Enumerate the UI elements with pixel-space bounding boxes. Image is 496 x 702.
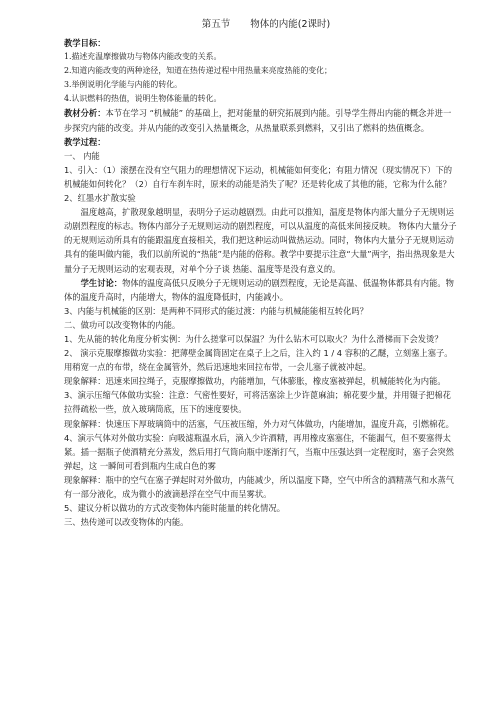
analysis-text: 本节在学习 “机械能” 的基础上，把对能量的研究拓展到内能。引导学生得出内能的概念并进一步探究内能的改变。并从内能的改变引入热量概念，从热量联系到燃料，又引出了燃料的热值概念。: [64, 108, 452, 133]
goal-item: 1.描述充温摩擦做功与物体内能改变的关系。: [64, 52, 222, 62]
paragraph: 4、演示气体对外做功实验：向吸滤瓶温水后，滴入少许酒精，再用橡皮塞塞住，不能漏气，但不要塞得太紧。插一据瓶子使酒精充分蒸发，然后用打气筒向瓶中逐渐打气，当瓶中压强达到一定程度时，塞子会突然弹起，这 一瞬间可看到瓶内生成白色的雾: [64, 432, 454, 471]
paragraph: 现象解释：瓶中的空气在塞子弹起时对外做功，内能减少，所以温度下降，空气中所含的酒精蒸气和水蒸气有一部分液化，成为微小的液滴悬浮在空气中而呈雾状。: [64, 474, 454, 499]
section-heading: 一、 内能: [64, 150, 100, 161]
goals-heading: 教学目标：: [64, 38, 106, 48]
analysis-paragraph: [64, 106, 458, 134]
paragraph: 1、先从能的转化角度分析实例：为什么搓掌可以保温？为什么钻木可以取火？为什么滑梯而下会发烫？: [64, 333, 443, 344]
discussion-paragraph: [64, 276, 458, 304]
goal-item: 2.知道内能改变的两种途径，知道在热传递过程中用热量来亮度热能的变化；: [64, 66, 332, 76]
paragraph: 5、建议分析以做功的方式改变物体内能时能量的转化情况。: [64, 503, 285, 514]
process-heading: 教学过程：: [64, 136, 106, 147]
paragraph: 1、引入：（1）滚摆在没有空气阻力的理想情况下运动，机械能如何变化；有阻力情况（现实情况下）下的机械能如何转化？（2）自行车刹车时，原来的动能是消失了呢？还是转化成了其他的能，它称为什么能？: [64, 164, 453, 189]
discussion-label: 学生讨论：: [80, 277, 123, 288]
paragraph: 3、演示压缩气体做功实验：注意：气密性要好，可将活塞涂上少许蓖麻油；棉花要少量，并用镊子把棉花拉得疏松一些，放入玻璃筒底，压下的速度要快。: [64, 390, 451, 415]
paragraph: 温度越高，扩散现象越明显，表明分子运动越剧烈。由此可以推知，温度是物体内部大量分子无规则运动剧烈程度的标志。物体内部分子无规则运动的剧烈程度，可以从温度的高低来间接反映。 物体内大量分子的无规则运动所具有的能跟温度直接相关，我们把这种运动叫做热运动。同时，物体内大量分子无规则运动具有的能叫做内能，我们以前所说的“热能”是内能的俗称。教学中要提示注意“大量”两字，指出热现象是大量分子无规则运动的宏观表现，对单个分子谈 热能、温度等是没有意义的。: [64, 207, 457, 274]
section-heading: 二、做功可以改变物体的内能。: [64, 319, 181, 330]
paragraph: 现象解释：迅速来回拉绳子，克服摩擦做功，内能增加，气体膨胀，橡皮塞被弹起，机械能转化为内能。: [64, 376, 446, 387]
title-main: 物体的内能(2课时): [250, 19, 331, 30]
analysis-label: 教材分析：: [64, 108, 106, 119]
goal-item: 3.举例说明化学能与内能的转化。: [64, 80, 182, 90]
paragraph: 2、红墨水扩散实验: [64, 193, 136, 204]
section-heading: 三、热传递可以改变物体的内能。: [64, 517, 189, 528]
page-title: [64, 18, 458, 32]
paragraph: 现象解释：快速压下厚玻璃筒中的活塞，气压被压缩，外力对气体做功，内能增加，温度升高，引燃棉花。: [64, 418, 454, 429]
title-section: 第五节: [201, 19, 231, 30]
paragraph: 2、 演示克服摩擦做功实验：把薄壁金属筒固定在桌子上之后，注入约 1 / 4 容积的乙醚，立刻塞上塞子。用稍宽一点的布带，绕在金属管外，然后迅速地来回拉布带，一会儿塞子就被冲起。: [64, 348, 453, 373]
goal-item: 4.认识燃料的热值，说明生物体能量的转化。: [64, 94, 222, 104]
paragraph: 3、内能与机械能的区别：是两种不同形式的能过渡：内能与机械能能相互转化吗？: [64, 305, 368, 316]
discussion-text: 物体的温度高低只反映分子无规则运动的剧烈程度，无论是高温、低温物体都具有内能。物体的温度升高时，内能增大，物体的温度降低时，内能减小。: [64, 277, 454, 302]
